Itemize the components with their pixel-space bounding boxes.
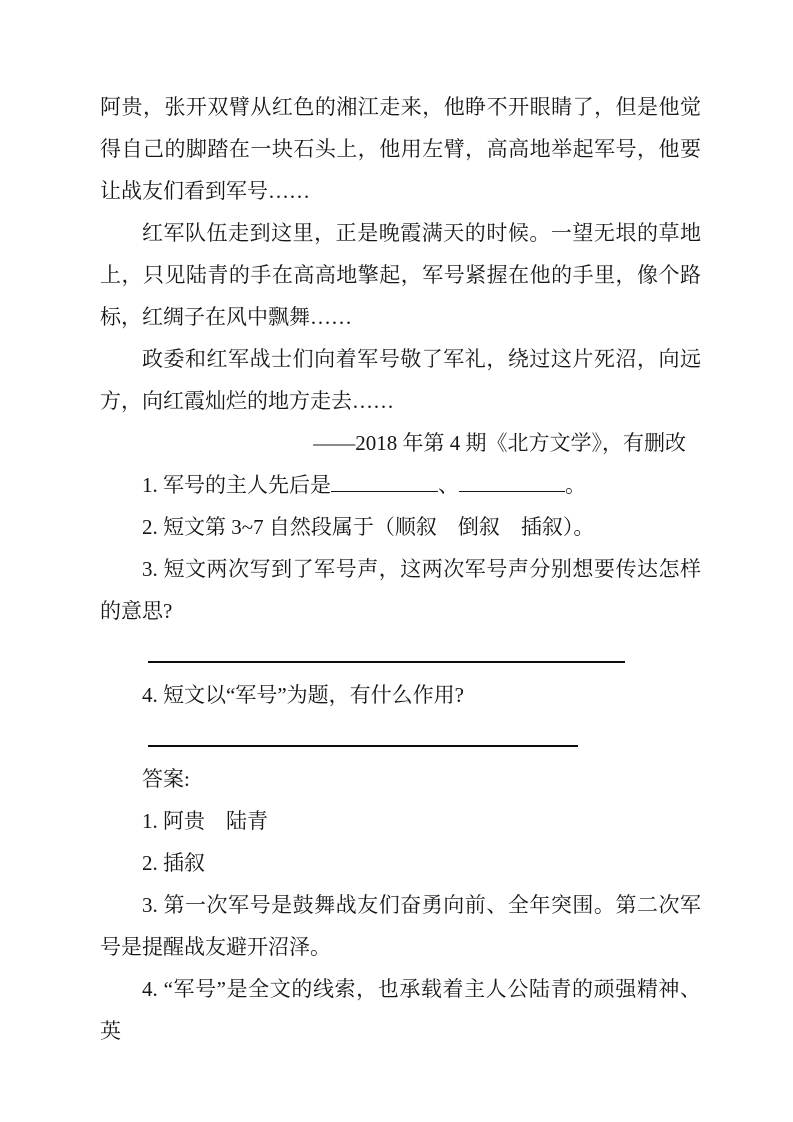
answers-heading: 答案:: [142, 767, 190, 791]
question-1-separator: 、: [438, 473, 459, 497]
answer-blank-2[interactable]: [459, 475, 565, 492]
answer-item-3: 3. 第一次军号是鼓舞战友们奋勇向前、全年突围。第二次军号是提醒战友避开沼泽。: [100, 893, 701, 959]
question-2: 2. 短文第 3~7 自然段属于（顺叙 倒叙 插叙）。: [142, 515, 595, 539]
story-paragraph-3: 政委和红军战士们向着军号敬了军礼，绕过这片死沼，向远方，向红霞灿烂的地方走去……: [100, 347, 701, 413]
answer-item-1: 1. 阿贵 陆青: [142, 809, 268, 833]
source-attribution: ——2018 年第 4 期《北方文学》，有删改: [313, 431, 686, 455]
story-paragraph-2: 红军队伍走到这里，正是晚霞满天的时候。一望无垠的草地上，只见陆青的手在高高地擎起，军号紧握在他的手里，像个路标，红绸子在风中飘舞……: [100, 221, 701, 329]
answer-blank-1[interactable]: [331, 475, 438, 492]
question-4: 4. 短文以“军号”为题，有什么作用?: [142, 683, 464, 707]
answer-rule-row-1: [100, 632, 701, 674]
answer-line-1[interactable]: [148, 661, 625, 663]
question-3: 3. 短文两次写到了军号声，这两次军号声分别想要传达怎样的意思?: [100, 557, 701, 623]
question-1-period: 。: [565, 473, 586, 497]
answer-rule-row-2: [100, 716, 701, 758]
document-content: [100, 0, 701, 1052]
answer-item-2: 2. 插叙: [142, 851, 205, 875]
story-paragraph-1: 阿贵，张开双臂从红色的湘江走来，他睁不开眼睛了，但是他觉得自己的脚踏在一块石头上，他用左臂，高高地举起军号，他要让战友们看到军号……: [100, 95, 701, 203]
answer-line-2[interactable]: [148, 745, 578, 747]
question-1-text: 1. 军号的主人先后是: [142, 473, 331, 497]
question-1: [100, 464, 701, 506]
answer-item-4: 4. “军号”是全文的线索，也承载着主人公陆青的顽强精神、英: [100, 977, 701, 1043]
